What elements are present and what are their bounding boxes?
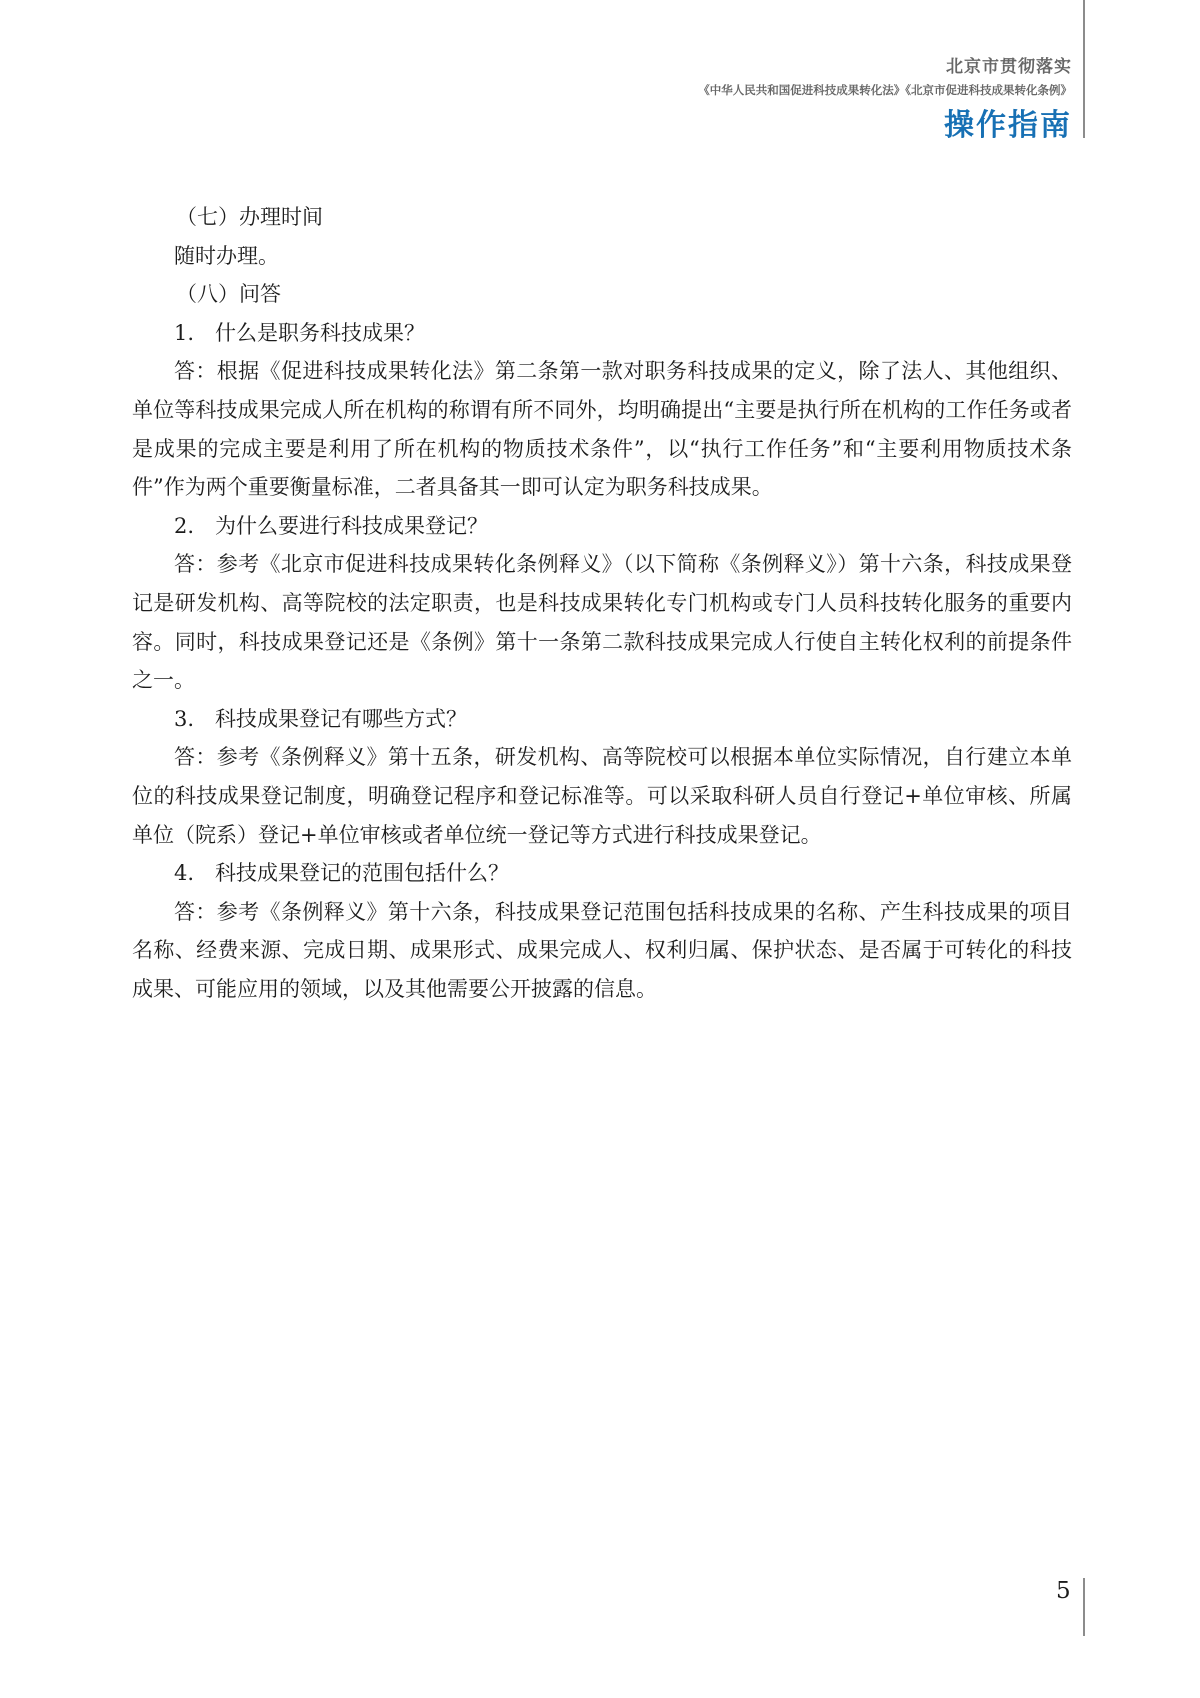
qa-answer: 答：参考《条例释义》第十六条，科技成果登记范围包括科技成果的名称、产生科技成果的项目名称、经费来源、完成日期、成果形式、成果完成人、权利归属、保护状态、是否属于可转化的科技成果、可能应用的领域，以及其他需要公开披露的信息。 (132, 899, 1072, 1001)
header-title-line1: 北京市贯彻落实 (946, 57, 1072, 77)
header-title-line2: 《中华人民共和国促进科技成果转化法》《北京市促进科技成果转化条例》 (698, 83, 1072, 97)
header-divider-line (1083, 0, 1085, 138)
qa-question: 4. 科技成果登记的范围包括什么？ (174, 861, 510, 886)
paragraph: 随时办理。 (174, 243, 279, 268)
section-heading: （八）问答 (176, 282, 281, 307)
qa-question: 1. 什么是职务科技成果？ (174, 320, 426, 345)
section-heading: （七）办理时间 (176, 205, 323, 229)
qa-answer: 答：根据《促进科技成果转化法》第二条第一款对职务科技成果的定义，除了法人、其他组织、单位等科技成果完成人所在机构的称谓有所不同外，均明确提出“主要是执行所在机构的工作任务或者是成果的完成主要是利用了所在机构的物质技术条件”，以“执行工作任务”和“主要利用物质技术条件”作为两个重要衡量标准，二者具备其一即可认定为职务科技成果。 (132, 359, 1072, 500)
header-title-main: 操作指南 (944, 108, 1072, 143)
page-body (132, 198, 1072, 1008)
qa-answer: 答：参考《北京市促进科技成果转化条例释义》（以下简称《条例释义》）第十六条，科技成果登记是研发机构、高等院校的法定职责，也是科技成果转化专门机构或专门人员科技转化服务的重要内容。同时，科技成果登记还是《条例》第十一条第二款科技成果完成人行使自主转化权利的前提条件之一。 (132, 552, 1072, 693)
running-header (698, 52, 1072, 144)
qa-question: 3. 科技成果登记有哪些方式？ (174, 706, 468, 731)
page-number: 5 (1056, 1578, 1071, 1604)
qa-question: 2. 为什么要进行科技成果登记？ (174, 513, 489, 538)
footer-divider-line (1083, 1578, 1085, 1636)
qa-answer: 答：参考《条例释义》第十五条，研发机构、高等院校可以根据本单位实际情况，自行建立本单位的科技成果登记制度，明确登记程序和登记标准等。可以采取科研人员自行登记+单位审核、所属单位（院系）登记+单位审核或者单位统一登记等方式进行科技成果登记。 (132, 745, 1072, 847)
